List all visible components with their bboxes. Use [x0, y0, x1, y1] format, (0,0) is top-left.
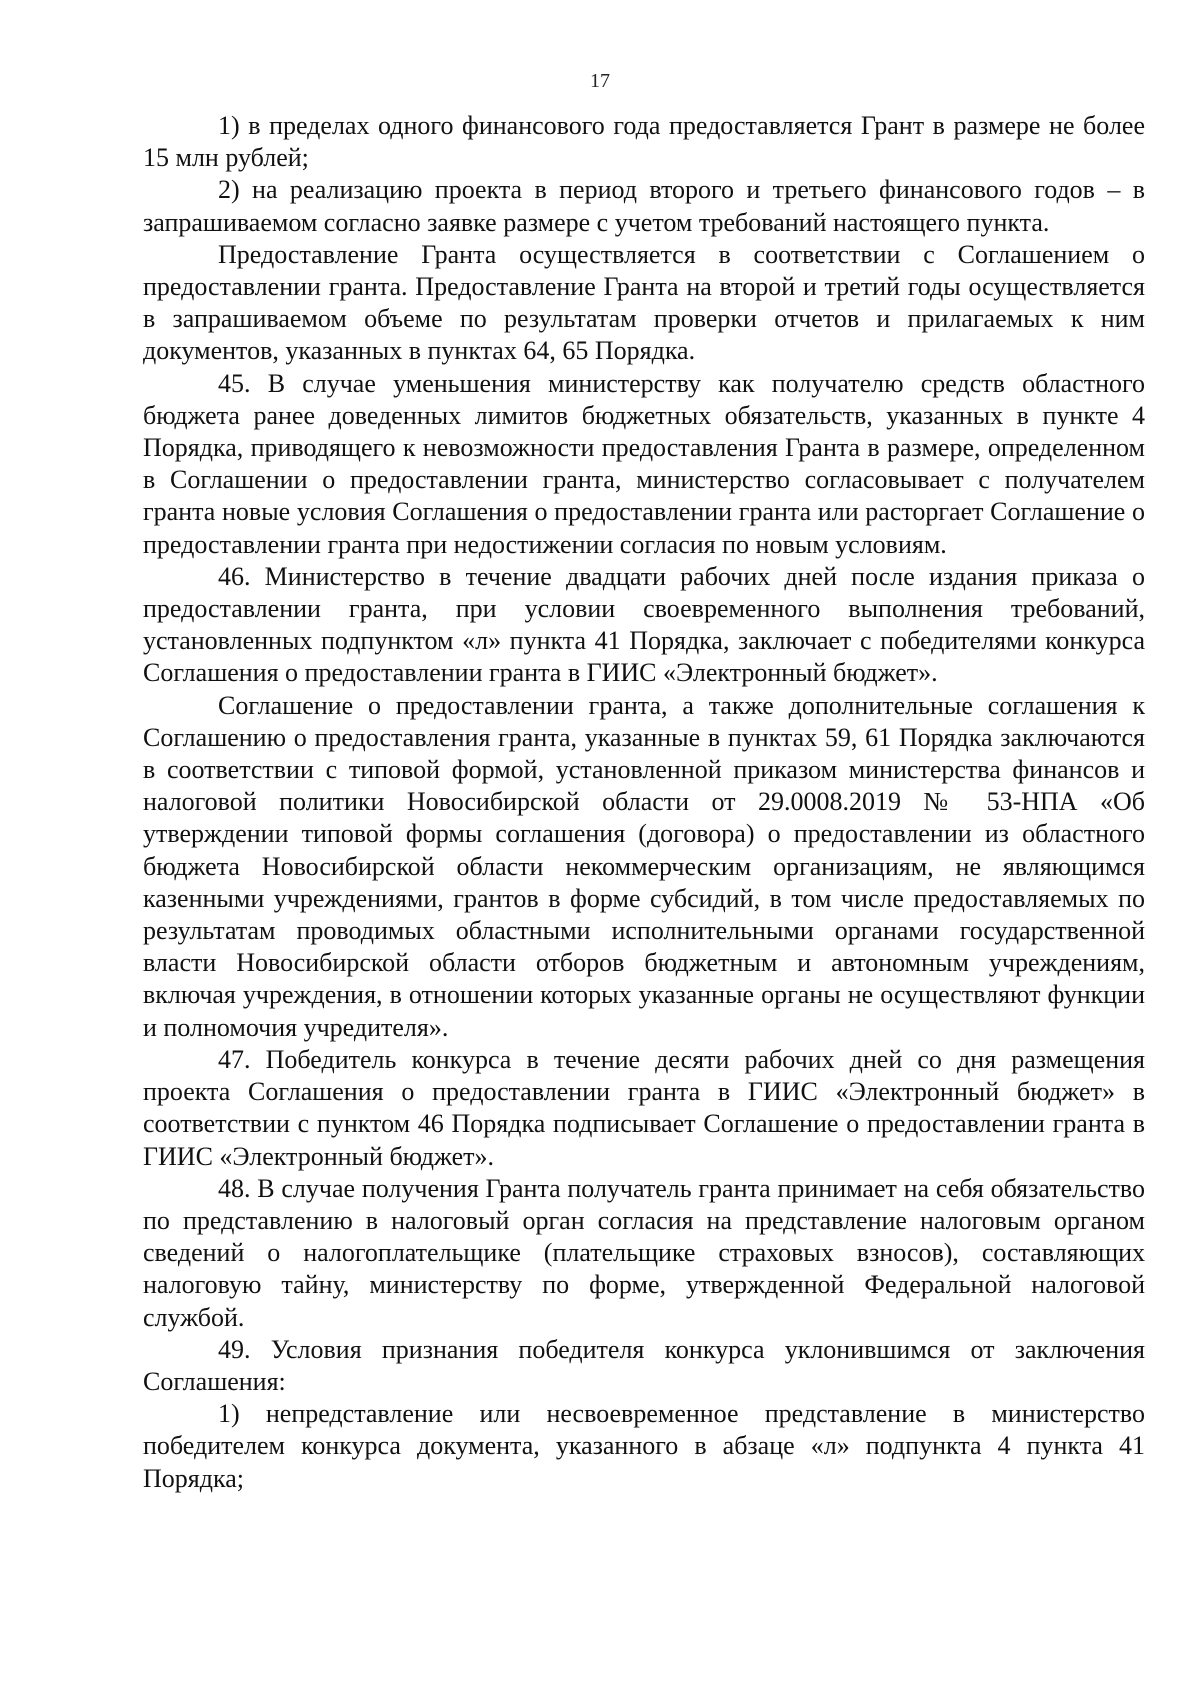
paragraph-45: 45. В случае уменьшения министерству как получателю средств областного бюджета ранее доведенных лимитов бюджетных обязательств, указанных в пункте 4 Порядка, приводящего к невозможности предоставления Гранта в размере, определенном в Соглашении о предоставлении гранта, министерство согласовывает с получателем гранта новые условия Соглашения о предоставлении гранта или расторгает Соглашение о предоставлении гранта при недостижении согласия по новым условиям. — [143, 368, 1145, 559]
paragraph-agreement-form: Соглашение о предоставлении гранта, а также дополнительные соглашения к Соглашению о предоставления гранта, указанные в пунктах 59, 61 Порядка заключаются в соответствии с типовой формой, установленной приказом министерства финансов и налоговой политики Новосибирской области от 29.0008.2019 № 53-НПА «Об утверждении типовой формы соглашения (договора) о предоставлении из областного бюджета Новосибирской области некоммерческим организациям, не являющимся казенными учреждениями, грантов в форме субсидий, в том числе предоставляемых по результатам проводимых областными исполнительными органами государственной власти Новосибирской области отборов бюджетным и автономным учреждениям, включая учреждения, в отношении которых указанные органы не осуществляют функции и полномочия учредителя». — [143, 690, 1145, 1042]
paragraph-48: 48. В случае получения Гранта получатель гранта принимает на себя обязательство по представлению в налоговый орган согласия на представление налоговым органом сведений о налогоплательщике (плательщике страховых взносов), составляющих налоговую тайну, министерству по форме, утвержденной Федеральной налоговой службой. — [143, 1173, 1145, 1332]
paragraph-47: 47. Победитель конкурса в течение десяти рабочих дней со дня размещения проекта Соглашения о предоставлении гранта в ГИИС «Электронный бюджет» в соответствии с пунктом 46 Порядка подписывает Соглашение о предоставлении гранта в ГИИС «Электронный бюджет». — [143, 1044, 1145, 1171]
document-body — [143, 110, 1145, 1495]
paragraph-49: 49. Условия признания победителя конкурса уклонившимся от заключения Соглашения: — [143, 1334, 1145, 1396]
paragraph-49-subpoint-1: 1) непредставление или несвоевременное представление в министерство победителем конкурса документа, указанного в абзаце «л» подпункта 4 пункта 41 Порядка; — [143, 1399, 1145, 1493]
paragraph-grant-provision: Предоставление Гранта осуществляется в соответствии с Соглашением о предоставлении гранта. Предоставление Гранта на второй и третий годы осуществляется в запрашиваемом объеме по результатам проверки отчетов и прилагаемых к ним документов, указанных в пунктах 64, 65 Порядка. — [143, 239, 1145, 366]
page-number: 17 — [590, 70, 610, 92]
paragraph-subpoint-2: 2) на реализацию проекта в период второго и третьего финансового годов – в запрашиваемом согласно заявке размере с учетом требований настоящего пункта. — [143, 175, 1145, 237]
paragraph-46: 46. Министерство в течение двадцати рабочих дней после издания приказа о предоставлении гранта, при условии своевременного выполнения требований, установленных подпунктом «л» пункта 41 Порядка, заключает с победителями конкурса Соглашения о предоставлении гранта в ГИИС «Электронный бюджет». — [143, 561, 1145, 688]
paragraph-subpoint-1: 1) в пределах одного финансового года предоставляется Грант в размере не более 15 млн рублей; — [143, 111, 1145, 173]
